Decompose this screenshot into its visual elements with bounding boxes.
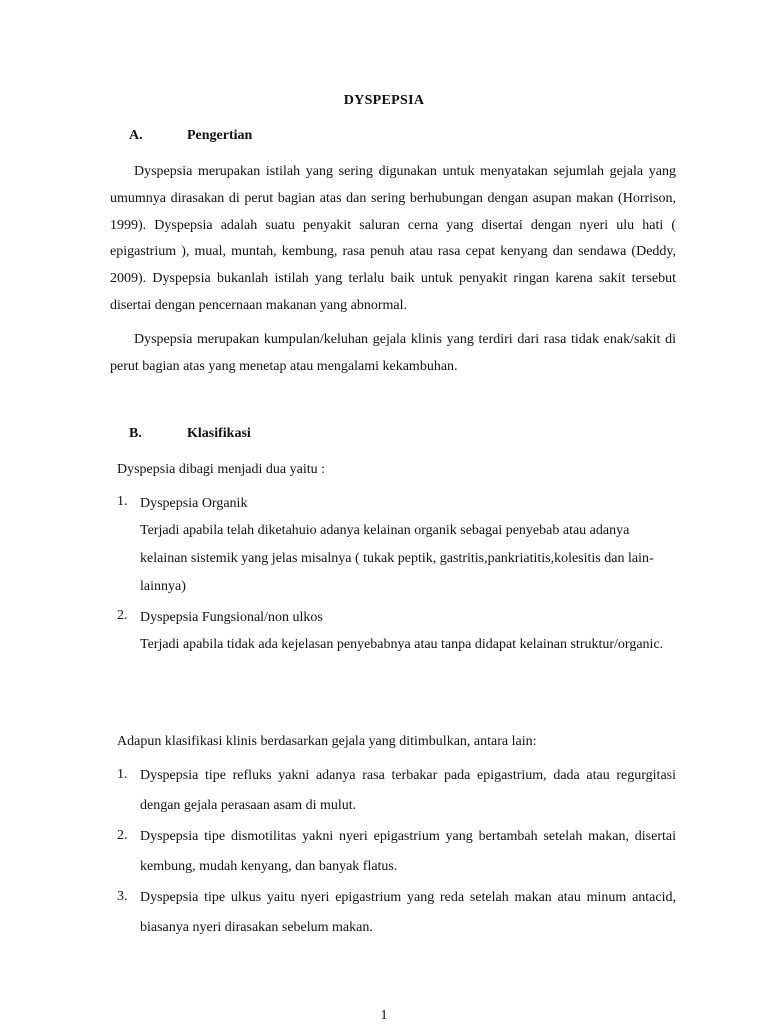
section-b-title: Klasifikasi [187,426,251,441]
section-a-number: A. [129,128,143,143]
clinical-item [117,822,677,882]
clinical-item-text: Dyspepsia tipe dismotilitas yakni nyeri epigastrium yang bertambah setelah makan, disertai kembung, mudah kenyang, dan banyak flatus. [140,829,676,874]
section-a-title: Pengertian [187,128,253,143]
section-b-number: B. [129,426,142,441]
page-number: 1 [380,1008,388,1023]
clinical-item-number: 1. [117,767,128,782]
clinical-item [117,883,677,943]
clinical-item [117,761,677,821]
section-a-heading [129,128,252,144]
clinical-intro: Adapun klasifikasi klinis berdasarkan gejala yang ditimbulkan, antara lain: [117,734,537,749]
section-b-heading [129,426,251,442]
section-a-paragraph-2: Dyspepsia merupakan kumpulan/keluhan gejala klinis yang terdiri dari rasa tidak enak/sakit di perut bagian atas yang menetap atau mengalami kekambuhan. [110,332,676,374]
clinical-item-number: 2. [117,828,128,843]
section-b-intro: Dyspepsia dibagi menjadi dua yaitu : [117,462,326,477]
type-item-fungsional [117,608,677,659]
clinical-item-text: Dyspepsia tipe ulkus yaitu nyeri epigastrium yang reda setelah makan atau minum antacid, biasanya nyeri dirasakan sebelum makan. [140,890,676,935]
type-item-organik [117,494,677,601]
type-item-description: Terjadi apabila tidak ada kejelasan penyebabnya atau tanpa didapat kelainan struktur/organic. [140,637,664,652]
type-item-name: Dyspepsia Organik [140,496,248,511]
type-item-description: Terjadi apabila telah diketahuio adanya kelainan organik sebagai penyebab atau adanya kelainan sistemik yang jelas misalnya ( tukak peptik, gastritis,pankriatitis,kolesitis dan lain-lainnya) [140,523,654,594]
document-title: DYSPEPSIA [343,93,425,108]
clinical-item-number: 3. [117,889,128,904]
type-item-number: 2. [117,608,128,623]
type-item-number: 1. [117,494,128,509]
clinical-item-text: Dyspepsia tipe refluks yakni adanya rasa terbakar pada epigastrium, dada atau regurgitasi dengan gejala perasaan asam di mulut. [140,768,676,813]
type-item-name: Dyspepsia Fungsional/non ulkos [140,610,323,625]
section-a-paragraph-1: Dyspepsia merupakan istilah yang sering digunakan untuk menyatakan sejumlah gejala yang umumnya dirasakan di perut bagian atas dan sering berhubungan dengan asupan makan (Horrison, 1999). Dyspepsia adalah suatu penyakit saluran cerna yang disertai dengan nyeri ulu hati ( epigastrium ), mual, muntah, kembung, rasa penuh atau rasa cepat kenyang dan sendawa (Deddy, 2009). Dyspepsia bukanlah istilah yang terlalu baik untuk penyakit ringan karena sakit tersebut disertai dengan pencernaan makanan yang abnormal. [110,164,676,313]
